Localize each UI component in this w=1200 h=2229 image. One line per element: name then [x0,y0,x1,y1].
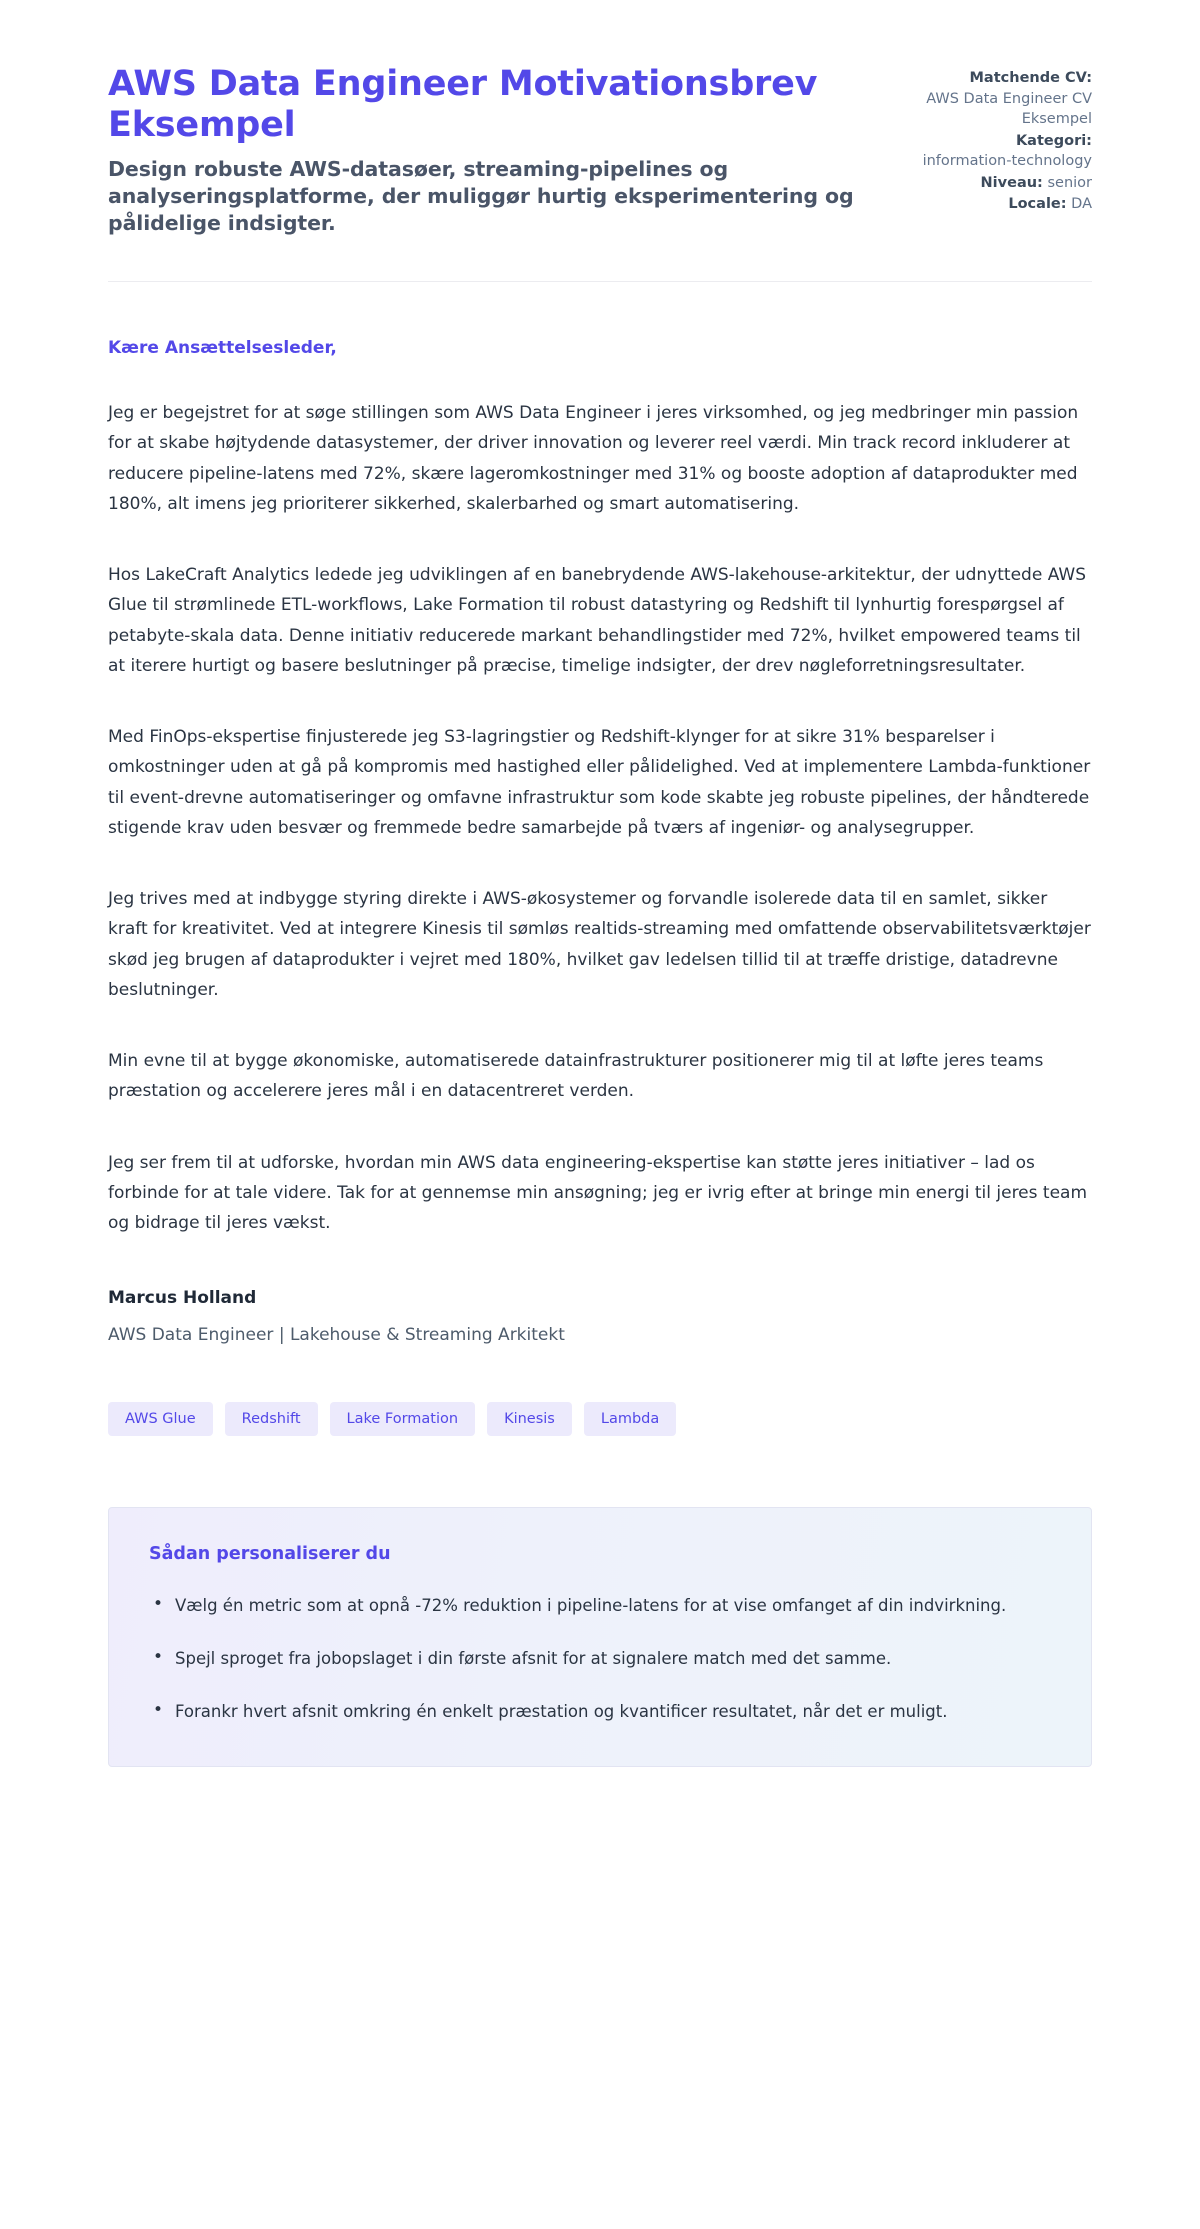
meta-matching-cv-value: AWS Data Engineer CV Eksempel [926,90,1092,128]
skill-tag[interactable]: Kinesis [487,1402,572,1436]
letter-paragraph: Jeg er begejstret for at søge stillingen som AWS Data Engineer i jeres virksomhed, og jeg medbringer min passion for at skabe højtydende datasystemer, der driver innovation og leverer reel værdi. Min track record inkluderer at reducere pipeline-latens med 72%, skære lageromkostninger med 31% og booste adoption af dataprodukter med 180%, alt imens jeg prioriterer sikkerhed, skalerbarhed og smart automatisering. [108,403,1079,514]
header-metadata [907,58,1092,216]
meta-category-label: Kategori: [1015,132,1092,149]
tips-list [149,1591,1051,1726]
signature-block [108,1238,1092,1345]
header-title-group [108,58,867,237]
signature-role: AWS Data Engineer | Lakehouse & Streaming Arkitekt [108,1325,565,1346]
letter-paragraph: Min evne til at bygge økonomiske, automatiserede datainfrastrukturer positionerer mig til at løfte jeres teams præstation og accelerere jeres mål i en datacentreret verden. [108,1051,1044,1102]
skill-tag-list [108,1345,1092,1436]
page-title: AWS Data Engineer Motivationsbrev Eksempel [108,64,818,145]
letter-paragraph: Jeg ser frem til at udforske, hvordan min AWS data engineering-ekspertise kan støtte jeres initiativer – lad os forbinde for at tale videre. Tak for at gennemse min ansøgning; jeg er ivrig efter at bringe min energi til jeres team og bidrage til jeres vækst. [108,1152,1088,1234]
skill-tag[interactable]: AWS Glue [108,1402,213,1436]
signature-name: Marcus Holland [108,1288,257,1309]
meta-category-value: information-technology [922,153,1092,170]
letter-paragraph: Jeg trives med at indbygge styring direkte i AWS-økosystemer og forvandle isolerede data til en samlet, sikker kraft for kreativitet. Ved at integrere Kinesis til sømløs realtids-streaming med omfattende observabilitetsværktøjer skød jeg brugen af dataprodukter i vejret med 180%, hvilket gav ledelsen tillid til at træffe dristige, datadrevne beslutninger. [108,889,1091,1000]
meta-locale [907,194,1092,215]
meta-matching-cv-label: Matchende CV: [969,70,1092,86]
skill-tag[interactable]: Lambda [584,1402,676,1436]
letter-paragraph: Med FinOps-ekspertise finjusterede jeg S3-lagringstier og Redshift-klynger for at sikre 31% besparelser i omkostninger uden at gå på kompromis med hastighed eller pålidelighed. Ved at implementere Lambda-funktioner til event-drevne automatiseringer og omfavne infrastruktur som kode skabte jeg robuste pipelines, der håndterede stigende krav uden besvær og fremmede bedre samarbejde på tværs af ingeniør- og analysegrupper. [108,727,1091,838]
list-item: • Vælg én metric som at opnå -72% reduktion i pipeline-latens for at vise omfanget af din indvirkning. [149,1591,1049,1620]
skill-tag[interactable]: Redshift [225,1402,318,1436]
document-header [108,58,1092,237]
meta-category [907,131,1092,172]
personalization-tips-panel [108,1507,1092,1767]
page-subtitle: Design robuste AWS-datasøer, streaming-pipelines og analyseringsplatforme, der muliggør hurtig eksperimentering og pålidelige indsigter. [108,156,854,235]
skill-tag[interactable]: Lake Formation [330,1402,476,1436]
list-item: • Spejl sproget fra jobopslaget i din første afsnit for at signalere match med det samme. [149,1644,1049,1673]
letter-paragraph: Hos LakeCraft Analytics ledede jeg udviklingen af en banebrydende AWS-lakehouse-arkitektur, der udnyttede AWS Glue til strømlinede ETL-workflows, Lake Formation til robust datastyring og Redshift til lynhurtig forespørgsel af petabyte-skala data. Denne initiativ reducerede markant behandlingstider med 72%, hvilket empowered teams til at iterere hurtigt og basere beslutninger på præcise, timelige indsigter, der drev nøgleforretningsresultater. [108,565,1087,676]
meta-matching-cv [907,68,1092,130]
meta-level [907,173,1092,194]
meta-locale-value: DA [1071,196,1092,213]
letter-body [108,282,1092,1238]
list-item: • Forankr hvert afsnit omkring én enkelt præstation og kvantificer resultatet, når det er muligt. [149,1697,1049,1726]
meta-level-label: Niveau: [980,174,1043,191]
tips-panel-title: Sådan personaliserer du [149,1544,391,1565]
meta-locale-label: Locale: [1008,196,1067,213]
meta-level-value: senior [1047,174,1092,191]
letter-salutation: Kære Ansættelsesleder, [108,338,337,359]
